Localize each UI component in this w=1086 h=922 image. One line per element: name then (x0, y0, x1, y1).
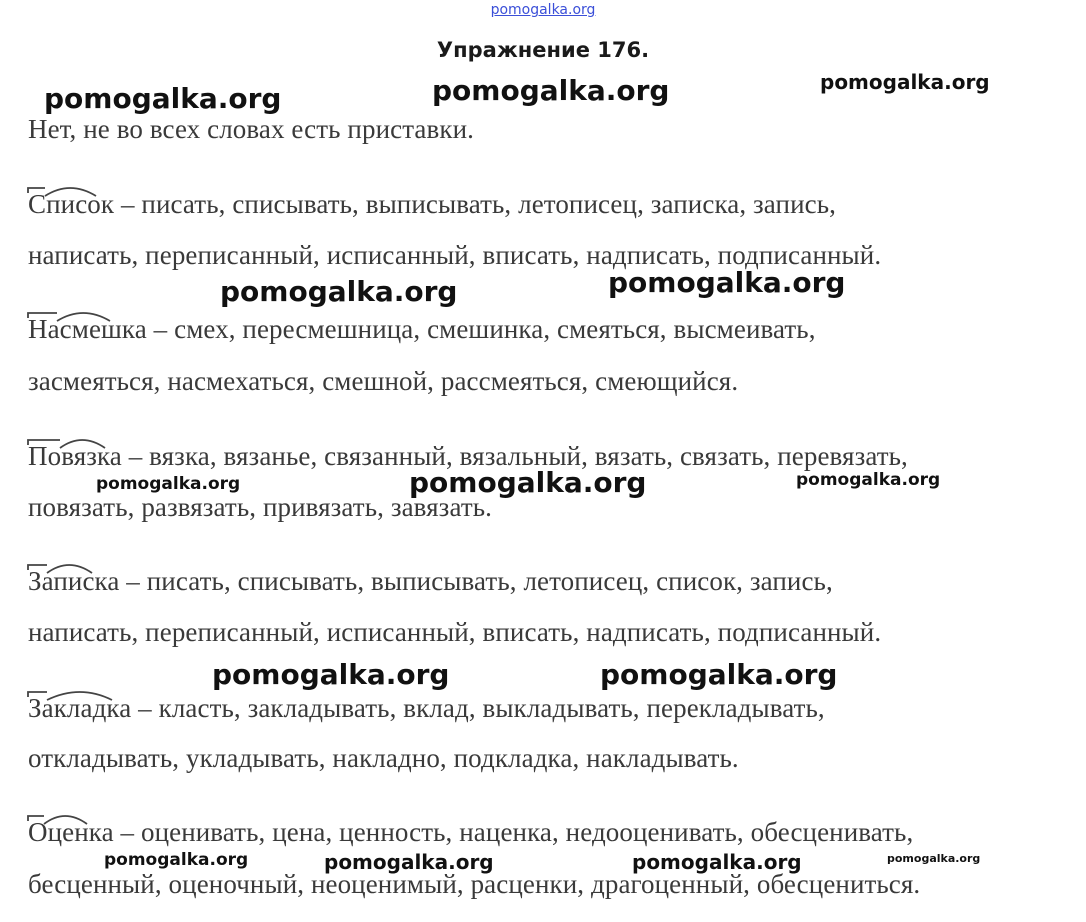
watermark-logo: pomogalka.org (409, 466, 647, 499)
answer-line-zapiska-1: Записка – писать, списывать, выписывать, летописец, список, запись, (28, 566, 833, 596)
answer-line-spisok-1: Список – писать, списывать, выписывать, летописец, записка, запись, (28, 189, 836, 219)
answer-line-otsenka-1: Оценка – оценивать, цена, ценность, наценка, недооценивать, обесценивать, (28, 817, 914, 847)
watermark-logo: pomogalka.org (324, 850, 494, 874)
watermark-logo: pomogalka.org (632, 850, 802, 874)
answer-line-otsenka-2: бесценный, оценочный, неоценимый, расценки, драгоценный, обесцениться. (28, 869, 921, 899)
watermark-logo: pomogalka.org (820, 70, 990, 94)
answer-line-nasmeshka-1: Насмешка – смех, пересмешница, смешинка, смеяться, высмеивать, (28, 314, 816, 344)
answer-line-povyazka-2: повязать, развязать, привязать, завязать. (28, 492, 492, 522)
answer-line-spisok-2: написать, переписанный, исписанный, вписать, надписать, подписанный. (28, 240, 882, 270)
watermark-logo: pomogalka.org (44, 82, 282, 115)
answer-line-povyazka-1: Повязка – вязка, вязанье, связанный, вязальный, вязать, связать, перевязать, (28, 441, 908, 471)
exercise-title: Упражнение 176. (436, 38, 650, 62)
watermark-logo: pomogalka.org (887, 852, 981, 865)
watermark-logo: pomogalka.org (96, 474, 241, 494)
watermark-logo: pomogalka.org (796, 470, 941, 490)
watermark-logo: pomogalka.org (212, 658, 450, 691)
site-link[interactable]: pomogalka.org (490, 2, 596, 18)
answer-line-intro: Нет, не во всех словах есть приставки. (28, 114, 474, 144)
answer-line-zakladka-2: откладывать, укладывать, накладно, подкладка, накладывать. (28, 743, 739, 773)
watermark-logo: pomogalka.org (104, 850, 249, 870)
answer-line-zakladka-1: Закладка – класть, закладывать, вклад, выкладывать, перекладывать, (28, 693, 825, 723)
answer-line-nasmeshka-2: засмеяться, насмехаться, смешной, рассмеяться, смеющийся. (28, 366, 739, 396)
watermark-logo: pomogalka.org (432, 74, 670, 107)
watermark-logo: pomogalka.org (220, 275, 458, 308)
watermark-logo: pomogalka.org (608, 266, 846, 299)
watermark-logo: pomogalka.org (600, 658, 838, 691)
answer-line-zapiska-2: написать, переписанный, исписанный, вписать, надписать, подписанный. (28, 617, 882, 647)
